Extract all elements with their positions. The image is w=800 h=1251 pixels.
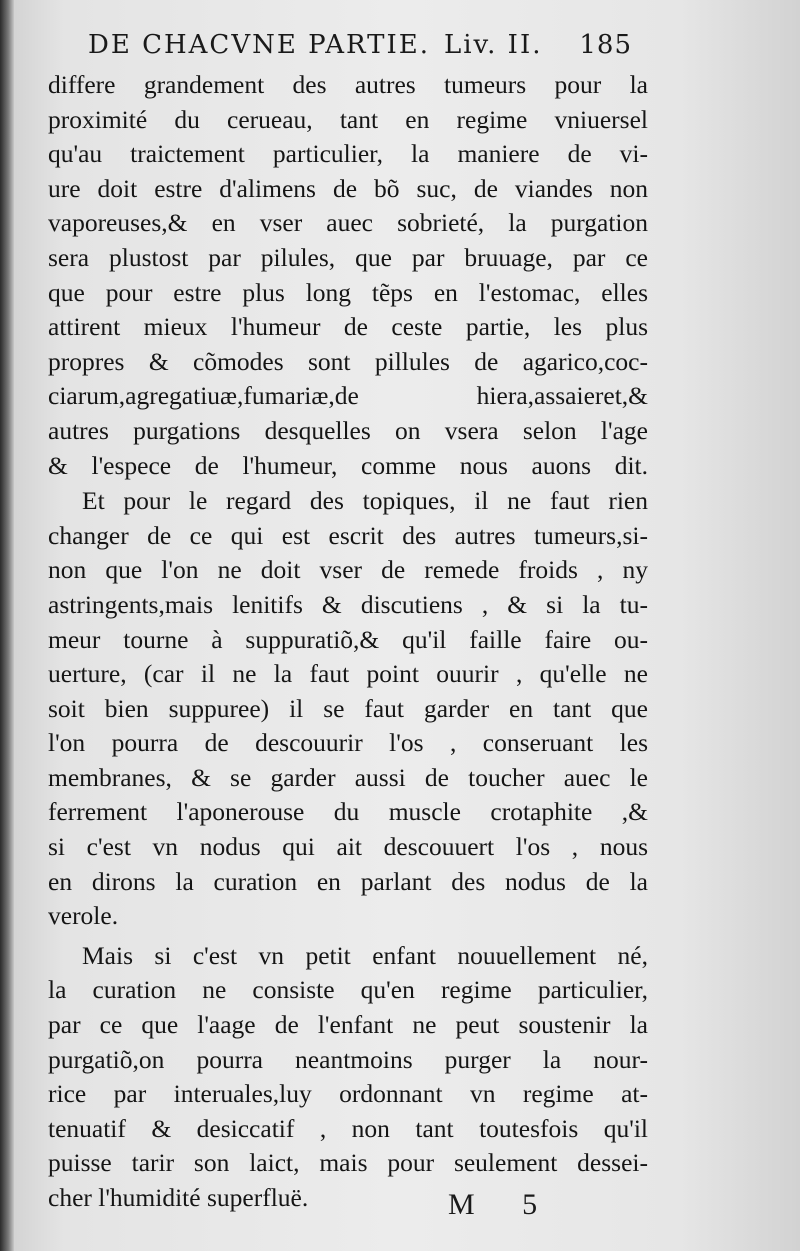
paragraph-3 (48, 939, 648, 1216)
running-title: DE CHACVNE PARTIE. (88, 30, 430, 60)
running-header (88, 30, 648, 70)
text-line: sera plustost par pilules, que par bruuage, par ce (48, 242, 648, 272)
text-line: changer de ce qui est escrit des autres tumeurs,si- (48, 520, 648, 550)
text-line: en dirons la curation en parlant des nodus de la (48, 866, 648, 896)
text-line: la curation ne consiste qu'en regime particulier, (48, 975, 648, 1005)
signature-mark: M 5 (448, 1188, 558, 1221)
text-line: soit bien suppuree) il se faut garder en tant que (48, 693, 648, 723)
text-line: par ce que l'aage de l'enfant ne peut soustenir la (48, 1010, 648, 1040)
text-line: proximité du cerueau, tant en regime vniuersel (48, 104, 648, 134)
text-line: qu'au traictement particulier, la maniere de vi- (48, 139, 648, 169)
text-line: que pour estre plus long tẽps en l'estomac, elles (48, 277, 648, 307)
text-line: & l'espece de l'humeur, comme nous auons dit. (48, 450, 648, 480)
text-line: verole. (48, 901, 119, 931)
text-line: non que l'on ne doit vser de remede froids , ny (48, 555, 648, 585)
text-line: rice par interuales,luy ordonnant vn regime at- (48, 1079, 648, 1109)
page-number: 185 (579, 30, 632, 60)
text-line: membranes, & se garder aussi de toucher auec le (48, 762, 648, 792)
paragraph-2 (48, 484, 648, 934)
text-line: meur tourne à suppuratiõ,& qu'il faille faire ou- (48, 624, 648, 654)
text-line: Et pour le regard des topiques, il ne faut rien (82, 486, 648, 516)
page-gutter-shadow (0, 0, 14, 1251)
paragraph-1 (48, 68, 648, 483)
text-line: astringents,mais lenitifs & discutiens , & si la tu- (48, 589, 648, 619)
text-line: l'on pourra de descouurir l'os , conseruant les (48, 728, 648, 758)
text-line: si c'est vn nodus qui ait descouuert l'os , nous (48, 832, 648, 862)
text-line: propres & cõmodes sont pillules de agarico,coc- (48, 346, 648, 376)
text-line: tenuatif & desiccatif , non tant toutesfois qu'il (48, 1113, 648, 1143)
text-line: Mais si c'est vn petit enfant nouuellement né, (82, 940, 648, 970)
text-line: vaporeuses,& en vser auec sobrieté, la purgation (48, 208, 648, 238)
text-line: ure doit estre d'alimens de bõ suc, de viandes non (48, 173, 648, 203)
text-line: ciarum,agregatiuæ,fumariæ,de hiera,assaieret,& (48, 381, 648, 411)
text-line: attirent mieux l'humeur de ceste partie, les plus (48, 312, 648, 342)
text-line: autres purgations desquelles on vsera selon l'age (48, 415, 648, 445)
text-line: puisse tarir son laict, mais pour seulement dessei- (48, 1148, 648, 1178)
book-reference: Liv. II. (443, 30, 543, 60)
text-line: differe grandement des autres tumeurs pour la (48, 70, 648, 99)
text-line: uerture, (car il ne la faut point ouurir , qu'elle ne (48, 659, 648, 689)
text-line: cher l'humidité superfluë. (48, 1183, 309, 1212)
body-text (48, 68, 648, 1216)
text-line: ferrement l'aponerouse du muscle crotaphite ,& (48, 797, 648, 827)
text-line: purgatiõ,on pourra neantmoins purger la nour- (48, 1044, 648, 1074)
